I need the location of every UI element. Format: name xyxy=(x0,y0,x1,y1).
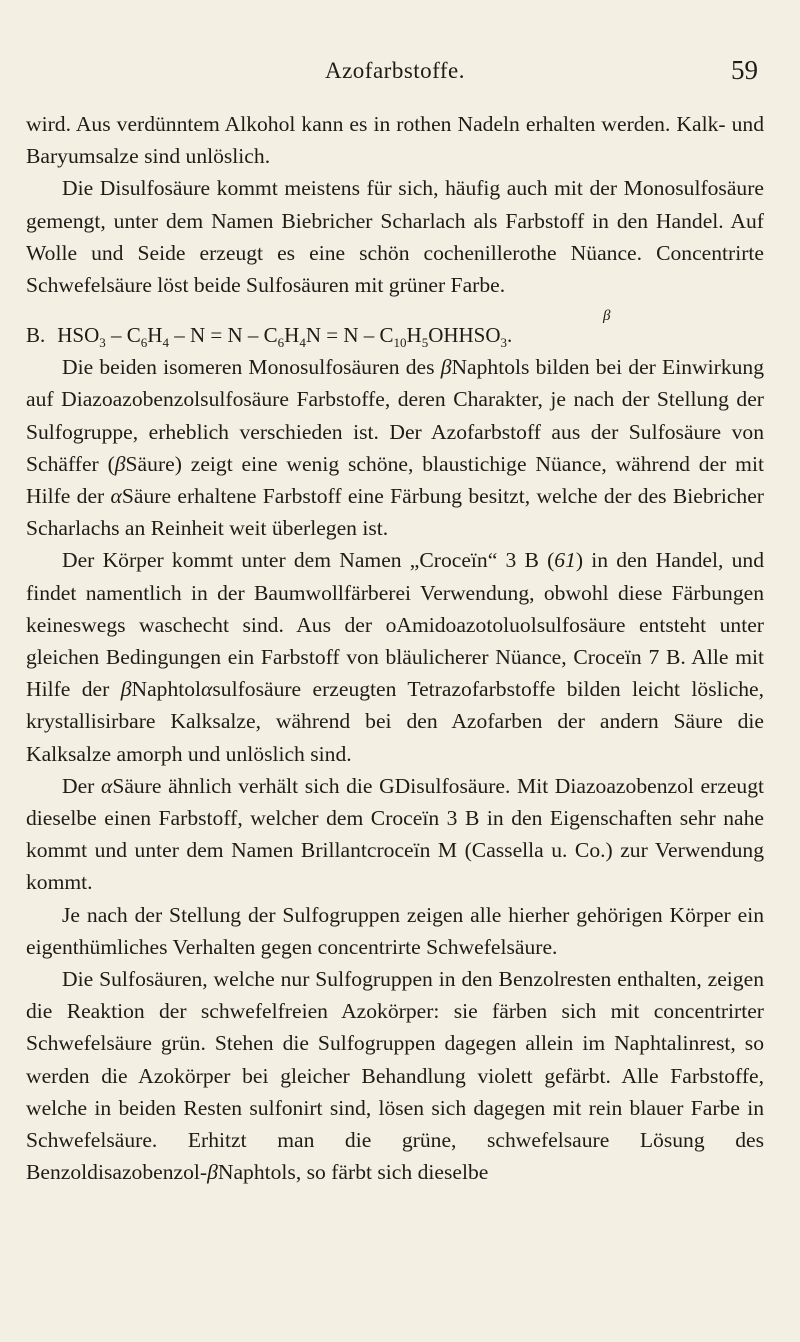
formula-beta-mark: β xyxy=(603,308,611,325)
formula-seg: N = N – C xyxy=(305,323,394,348)
text-run: Säure) zeigt eine wenig schöne, blaustichige Nüance, während der mit Hilfe der xyxy=(26,451,764,509)
greek-alpha: α xyxy=(110,484,122,509)
formula-seg: H xyxy=(147,323,163,348)
greek-alpha: α xyxy=(201,677,213,702)
reference-number: 61 xyxy=(554,548,576,573)
formula-seg: OHHSO xyxy=(428,323,501,348)
paragraph-7 xyxy=(26,963,764,1188)
formula-sub: 3 xyxy=(99,335,106,351)
text-run: Naphtol xyxy=(131,677,202,702)
paragraph-4 xyxy=(26,544,764,769)
text-run: ) in den Handel, und findet namentlich in der Baumwollfärberei Verwendung, obwohl diese Färbungen keineswegs waschecht sind. Aus der oAmidoazotoluolsulfosäure entsteht unter gleichen Bedingungen ein Farbstoff von bläulicherer Nüance, Croceïn 7 B. Alle mit Hilfe der xyxy=(26,548,764,702)
text-run: Naphtols, so färbt sich dieselbe xyxy=(217,1160,489,1185)
paragraph-3 xyxy=(26,351,764,544)
formula-label: B. xyxy=(26,323,46,348)
paragraph-2: Die Disulfosäure kommt meistens für sich, häufig auch mit der Monosulfosäure gemengt, unter dem Namen Biebricher Scharlach als Farbstoff in den Handel. Auf Wolle und Seide erzeugt es eine schön cochenillerothe Nüance. Concentrirte Schwefelsäure löst beide Sulfosäuren mit grüner Farbe. xyxy=(26,176,764,298)
greek-beta: β xyxy=(120,677,132,702)
page-number: 59 xyxy=(731,55,758,85)
greek-beta: β xyxy=(207,1160,218,1185)
text-run: Säure ähnlich verhält sich die GDisulfosäure. Mit Diazoazobenzol erzeugt dieselbe einen Farbstoff, welcher dem Croceïn 3 B in den Eigenschaften sehr nahe kommt und unter dem Namen Brillantcroceïn M (Cassella u. Co.) zur Verwendung kommt. xyxy=(26,773,764,895)
paragraph-6: Je nach der Stellung der Sulfogruppen zeigen alle hierher gehörigen Körper ein eigenthümliches Verhalten gegen concentrirte Schwefelsäure. xyxy=(26,902,764,959)
paragraph-1: wird. Aus verdünntem Alkohol kann es in rothen Nadeln erhalten werden. Kalk- und Baryumsalze sind unlöslich. xyxy=(26,112,764,169)
formula-sub: 4 xyxy=(299,335,306,351)
text-run: Die Sulfosäuren, welche nur Sulfogruppen in den Benzolresten enthalten, zeigen die Reaktion der schwefelfreien Azokörper: sie färben sich mit concentrirter Schwefelsäure grün. Stehen die Sulfogruppen dagegen allein im Naphtalinrest, so werden die Azokörper bei gleicher Behandlung violett gefärbt. Alle Farbstoffe, welche in beiden Resten sulfonirt sind, lösen sich dagegen mit rein blauer Farbe in Schwefelsäure. Erhitzt man die grüne, schwefelsaure Lösung des Benzoldisazobenzol- xyxy=(26,967,764,1185)
text-run: Säure erhaltene Farbstoff eine Färbung besitzt, welche der des Biebricher Scharlachs an Reinheit weit überlegen ist. xyxy=(26,484,764,541)
greek-alpha: α xyxy=(100,773,113,798)
text-run: sulfosäure erzeugten Tetrazofarbstoffe bilden leicht lösliche, krystallisirbare Kalksalze, während bei den Azofarben der andern Säure die Kalksalze amorph und unlöslich sind. xyxy=(26,677,764,766)
formula-sub: 6 xyxy=(277,335,285,351)
formula-sub: 3 xyxy=(500,335,508,351)
running-title: Azofarbstoffe. xyxy=(324,58,466,83)
formula-seg: H xyxy=(406,323,422,348)
text-run: Die beiden isomeren Monosulfosäuren des xyxy=(62,355,441,380)
formula-sub: 5 xyxy=(421,335,429,351)
text-run: Naphtols bilden bei der Einwirkung auf Diazoazobenzolsulfosäure Farbstoffe, deren Charakter, je nach der Stellung der Sulfogruppe, erheblich verschieden ist. Der Azofarbstoff aus der Sulfosäure von Schäffer ( xyxy=(26,355,765,476)
chemical-formula xyxy=(26,301,764,351)
greek-beta: β xyxy=(114,451,126,476)
formula-seg: H xyxy=(284,323,300,348)
formula-seg: HSO xyxy=(57,323,100,348)
text-run: Der Körper kommt unter dem Namen „Croceïn“ 3 B ( xyxy=(62,548,555,573)
formula-sub: 6 xyxy=(140,335,148,351)
formula-seg: – N = N – C xyxy=(168,323,278,348)
formula-sub: 10 xyxy=(393,335,407,351)
body-text xyxy=(26,108,764,1189)
paragraph-5: Der αSäure ähnlich verhält sich die GDisulfosäure. Mit Diazoazobenzol erzeugt dieselbe einen Farbstoff, welcher dem Croceïn 3 B in den Eigenschaften sehr nahe kommt und unter dem Namen Brillantcroceïn M (Cassella u. Co.) zur Verwendung kommt. xyxy=(26,773,764,895)
page-header xyxy=(26,0,764,108)
greek-beta: β xyxy=(440,355,452,380)
formula-seg: – C xyxy=(105,323,141,348)
formula-sub: 4 xyxy=(162,335,169,351)
formula-end: . xyxy=(507,323,513,348)
